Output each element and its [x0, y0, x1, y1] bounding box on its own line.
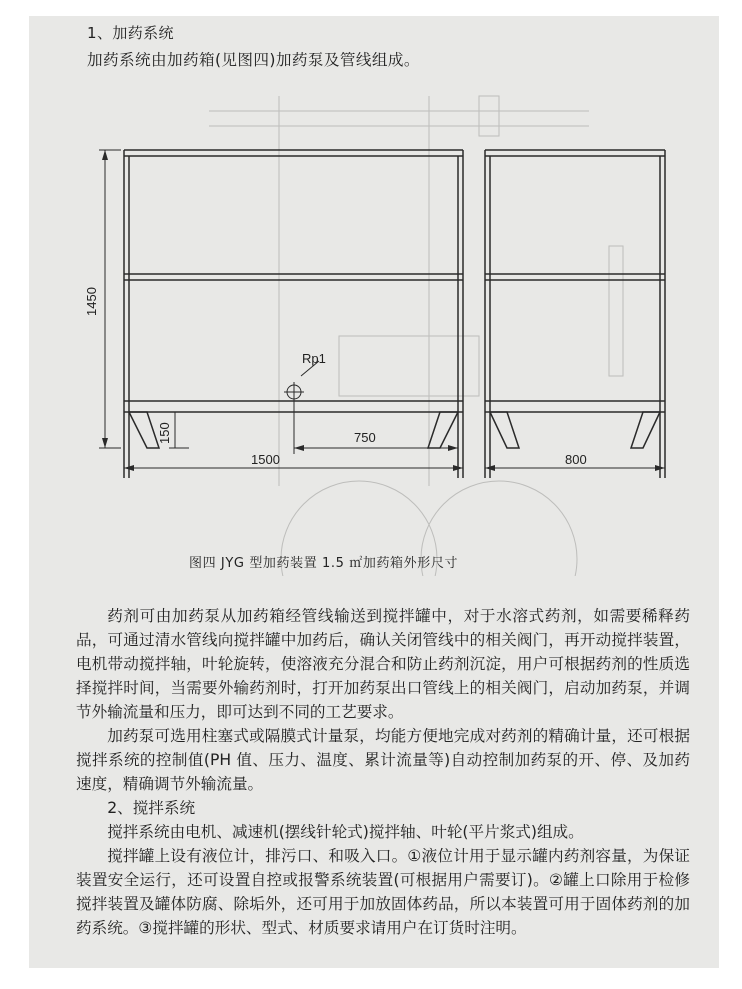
paragraph-1: 药剂可由加药泵从加药箱经管线输送到搅拌罐中，对于水溶式药剂，如需要稀释药品，可通过清水管线向搅拌罐中加药后，确认关闭管线中的相关阀门，再开动搅拌装置，电机带动搅拌轴，叶轮旋转，使溶液充分混合和防止药剂沉淀，用户可根据药剂的性质选择搅拌时间，当需要外输药剂时，打开加药泵出口管线上的相关阀门，启动加药泵，并调节外输流量和压力，即可达到不同的工艺要求。	[76, 607, 690, 721]
section1-heading: 1、加药系统	[87, 24, 174, 42]
dim-height-1450: 1450	[84, 287, 99, 316]
side-view	[485, 150, 665, 478]
background-ghost-drawing	[209, 96, 623, 576]
paragraph-2: 加药泵可选用柱塞式或隔膜式计量泵，均能方便地完成对药剂的精确计量，还可根据搅拌系统的控制值(PH 值、压力、温度、累计流量等)自动控制加药泵的开、停、及加药速度，精确调节外输流量。	[76, 727, 690, 793]
scanned-page	[29, 16, 719, 968]
dimension-drawing	[29, 16, 719, 576]
dim-width-front-1500: 1500	[251, 452, 280, 467]
dimension-arrows	[102, 150, 665, 471]
section1-intro: 加药系统由加药箱(见图四)加药泵及管线组成。	[87, 51, 420, 69]
figure-caption: 图四 JYG 型加药装置 1.5 ㎡加药箱外形尺寸	[189, 556, 459, 571]
dim-width-side-800: 800	[565, 452, 587, 467]
dim-leg-150: 150	[157, 422, 172, 444]
paragraph-3: 搅拌系统由电机、减速机(摆线针轮式)搅拌轴、叶轮(平片浆式)组成。	[107, 823, 584, 841]
paragraph-4: 搅拌罐上设有液位计，排污口、和吸入口。①液位计用于显示罐内药剂容量，为保证装置安全运行，还可设置自控或报警系统装置(可根据用户需要订)。②罐上口除用于检修搅拌装置及罐体防腐、除垢外，还可用于加放固体药品，所以本装置可用于固体药剂的加药系统。③搅拌罐的形状、型式、材质要求请用户在订货时注明。	[76, 847, 690, 937]
dim-pipe-offset-750: 750	[354, 430, 376, 445]
body-text	[76, 604, 690, 940]
dim-pipe-label: Rp1	[302, 351, 326, 366]
section2-heading: 2、搅拌系统	[107, 799, 196, 817]
dimension-lines	[99, 150, 665, 478]
pipe-symbol	[284, 382, 304, 402]
